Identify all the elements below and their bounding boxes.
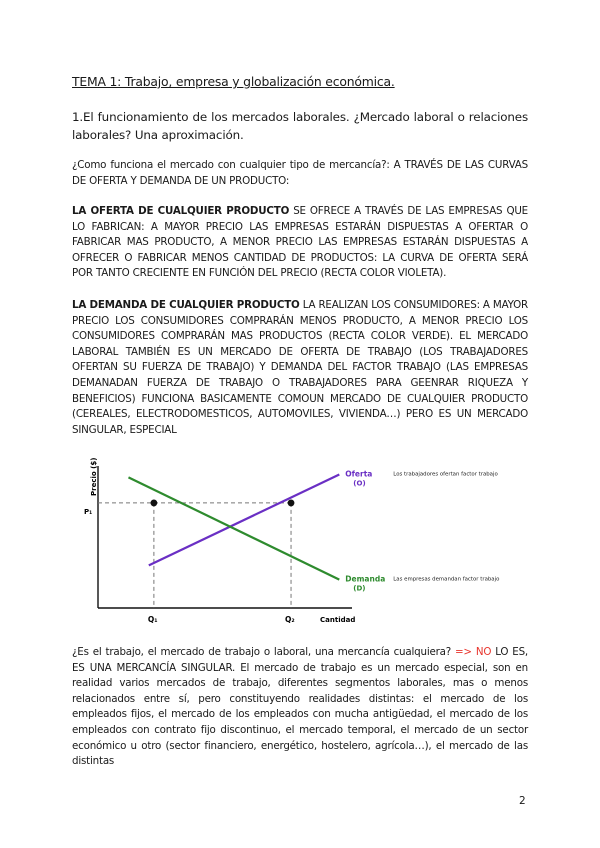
question-text: ¿Es el trabajo, el mercado de trabajo o laboral, una mercancía cualquiera?: [72, 646, 455, 658]
quantity-label: Q₁: [147, 615, 158, 624]
answer-text: => NO: [455, 646, 492, 658]
section-heading: 1.El funcionamiento de los mercados laborales. ¿Mercado laboral o relaciones laborales? Una aproximación.: [72, 110, 528, 142]
intro-paragraph: ¿Como funciona el mercado con cualquier tipo de mercancía?: A TRAVÉS DE LAS CURVAS DE OFERTA Y DEMANDA DE UN PRODUCTO:: [72, 159, 528, 187]
page-number: 2: [519, 795, 526, 807]
oferta-paragraph: [72, 204, 528, 282]
series-letter-label: (O): [353, 479, 366, 488]
oferta-heading: LA OFERTA DE CUALQUIER PRODUCTO: [72, 205, 290, 217]
page-title: TEMA 1: Trabajo, empresa y globalización económica.: [72, 74, 395, 89]
equilibrium-point: [150, 500, 157, 507]
demanda-heading: LA DEMANDA DE CUALQUIER PRODUCTO: [72, 299, 300, 311]
series-letter-label: (D): [353, 584, 366, 593]
series-name-label: Oferta: [345, 469, 373, 479]
price-label: P₁: [84, 508, 93, 516]
quantity-label: Q₂: [285, 615, 295, 624]
y-axis-label: Precio ($): [90, 458, 98, 496]
oferta-text: SE OFRECE A TRAVÉS DE LAS EMPRESAS QUE LO FABRICAN: A MAYOR PRECIO LAS EMPRESAS ESTARÁN DISPUESTAS A OFERTAR O FABRICAR MAS PRODUCTO, A MENOR PRECIO LAS EMPRESAS ESTARÁN DISPUESTAS A OFRECER O FABRICAR MENOS CANTIDAD DE PRODUCTOS: LA CURVA DE OFERTA SERÁ POR TANTO CRECIENTE EN FUNCIÓN DEL PRECIO (RECTA COLOR VIOLETA).: [72, 205, 528, 280]
x-axis-label: Cantidad: [320, 616, 356, 624]
demanda-series-line: [128, 477, 339, 579]
demanda-text: LA REALIZAN LOS CONSUMIDORES: A MAYOR PRECIO LOS CONSUMIDORES COMPRARÁN MENOS PRODUCTO, A MENOR PRECIO LOS CONSUMIDORES COMPRARÁN MAS PRODUCTOS (RECTA COLOR VERDE). EL MERCADO LABORAL TAMBIÉN ES UN MERCADO DE OFERTA DE TRABAJO (LOS TRABAJADORES OFERTAN SU FUERZA DE TRABAJO) Y DEMANDA DEL FACTOR TRABAJO (LAS EMPRESAS DEMANADAN FUERZA DE TRABAJO O TRABAJADORES PARA GEENRAR RIQUEZA Y BENEFICIOS) FUNCIONA BASICAMENTE COMOUN MERCADO DE CUALQUIER PRODUCTO (CEREALES, ELECTRODOMESTICOS, AUTOMOVILES, VIVIENDA…) PERO ES UN MERCADO SINGULAR, ESPECIAL: [72, 299, 528, 436]
demanda-paragraph: [72, 298, 528, 438]
series-name-label: Demanda: [345, 574, 386, 584]
oferta-series-line: [149, 475, 339, 566]
equilibrium-point: [288, 500, 295, 507]
continuation-text: LO ES, ES UNA MERCANCÍA SINGULAR. El mercado de trabajo es un mercado especial, son en realidad varios mercados de trabajo, diferentes segmentos laborales, mas o menos relacionados entre sí, pero constituyendo realidades distintas: el mercado de los empleados fijos, el mercado de los empleados con mucha antigüedad, el mercado de los empleados con contrato fijo discontinuo, el mercado temporal, el mercado de un sector económico u otro (sector financiero, energético, hostelero, agrícola…), el mercado de las distintas: [72, 646, 528, 768]
series-note-label: Los trabajadores ofertan factor trabajo: [393, 471, 498, 478]
question-paragraph: [72, 645, 528, 770]
series-note-label: Las empresas demandan factor trabajo: [393, 576, 500, 583]
supply-demand-chart: [72, 458, 512, 638]
